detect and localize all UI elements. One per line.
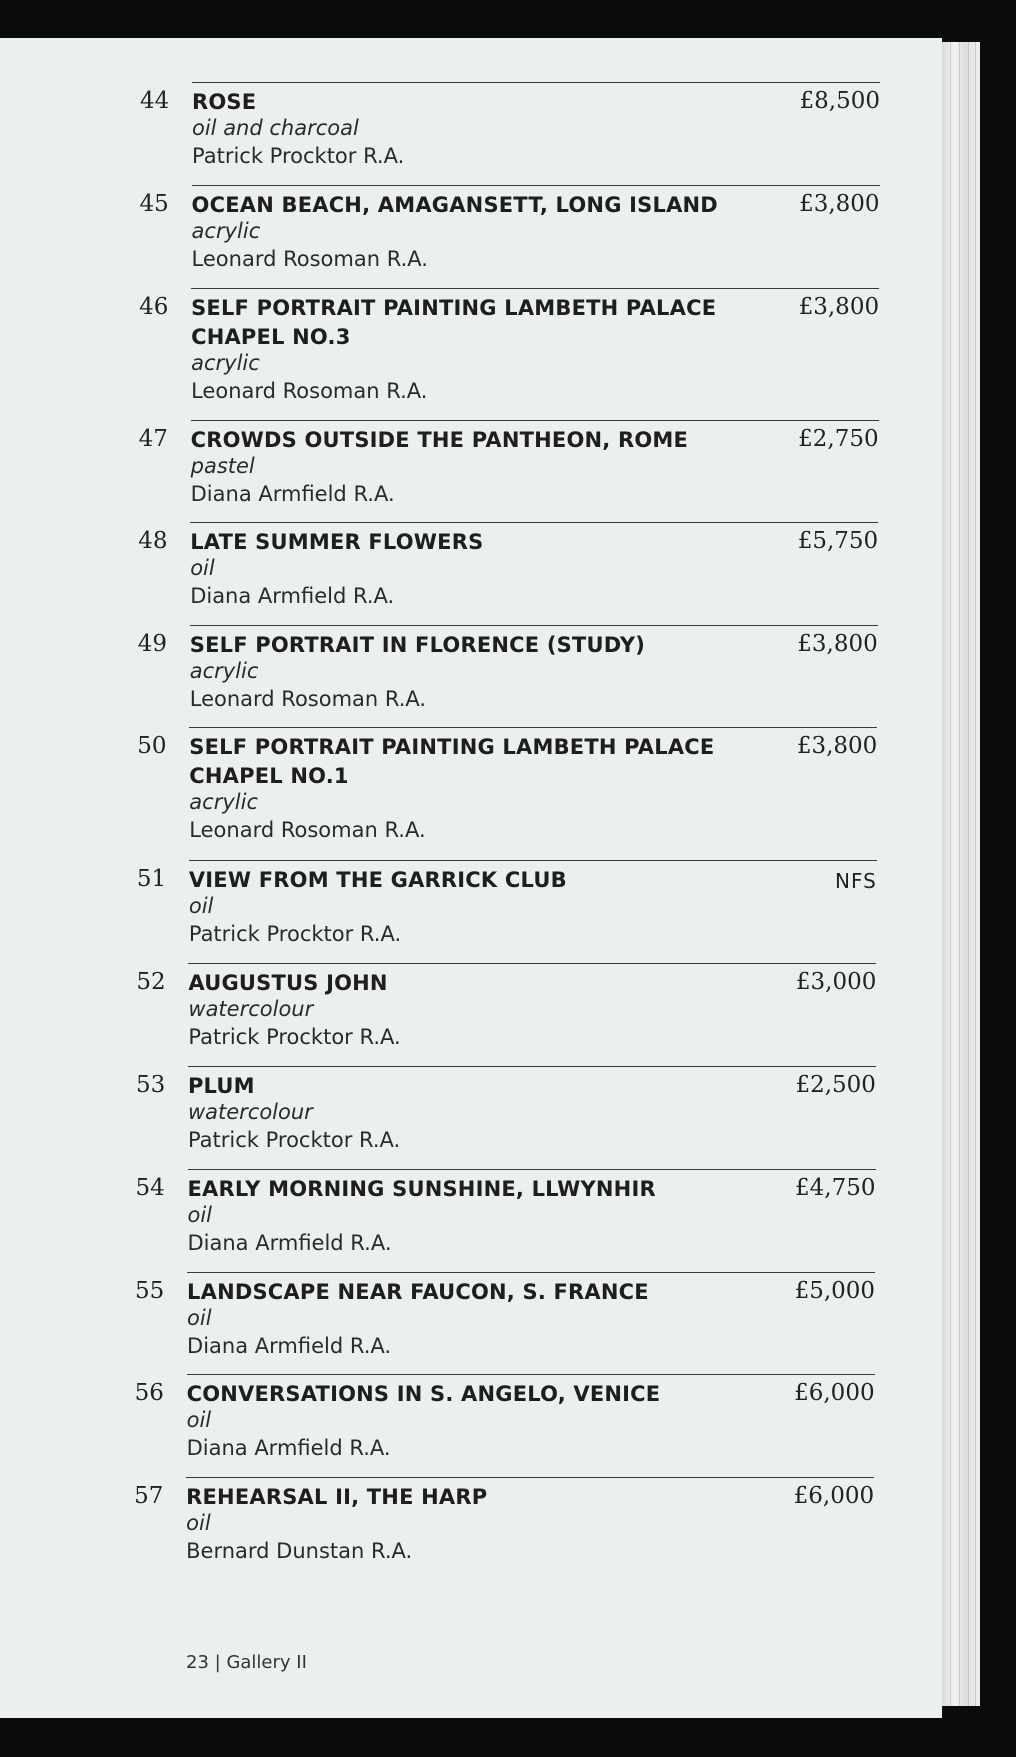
entry-medium: oil xyxy=(190,556,215,580)
entry-title: ROSE xyxy=(192,90,257,114)
entry-title: CROWDS OUTSIDE THE PANTHEON, ROME xyxy=(190,428,689,452)
entry-number: 47 xyxy=(138,426,168,452)
entry-divider xyxy=(187,1374,875,1375)
entry-title: PLUM xyxy=(187,1074,255,1098)
entry-artist: Leonard Rosoman R.A. xyxy=(189,818,426,842)
entry-medium: pastel xyxy=(190,454,255,478)
entry-artist: Leonard Rosoman R.A. xyxy=(189,687,427,711)
entry-price: £6,000 xyxy=(794,1380,875,1406)
catalogue-entry xyxy=(139,288,879,407)
entry-artist: Diana Armfield R.A. xyxy=(186,1436,391,1460)
entry-medium: acrylic xyxy=(189,659,259,683)
catalogue-entry xyxy=(140,82,880,172)
entry-medium: oil xyxy=(187,1203,213,1227)
entry-medium: watercolour xyxy=(187,1100,313,1124)
entry-number: 57 xyxy=(134,1483,164,1509)
catalogue-entry xyxy=(135,1272,875,1362)
page-edge xyxy=(942,42,980,1706)
entry-number: 45 xyxy=(139,191,169,217)
entry-divider xyxy=(191,288,879,289)
entry-number: 51 xyxy=(136,866,167,892)
catalogue-entry xyxy=(136,1169,876,1259)
entry-artist: Bernard Dunstan R.A. xyxy=(186,1539,413,1563)
entry-price: £6,000 xyxy=(793,1483,875,1509)
entry-divider xyxy=(186,1477,874,1478)
entry-artist: Diana Armfield R.A. xyxy=(187,1334,392,1358)
entry-divider xyxy=(192,185,880,186)
entry-price: NFS xyxy=(835,869,877,893)
entry-price: £2,750 xyxy=(798,426,879,452)
entry-medium: acrylic xyxy=(191,351,260,375)
entry-number: 50 xyxy=(137,733,167,759)
catalogue-entry xyxy=(136,1066,876,1156)
entry-artist: Diana Armfield R.A. xyxy=(190,584,395,608)
section-name: Gallery II xyxy=(226,1652,307,1673)
entry-divider xyxy=(187,1272,875,1273)
entry-price: £2,500 xyxy=(795,1072,876,1098)
entry-number: 53 xyxy=(135,1072,166,1098)
entry-divider xyxy=(188,1066,876,1067)
entry-title: LANDSCAPE NEAR FAUCON, S. FRANCE xyxy=(187,1280,649,1304)
entry-artist: Leonard Rosoman R.A. xyxy=(191,247,428,271)
entry-title: SELF PORTRAIT IN FLORENCE (STUDY) xyxy=(189,633,646,657)
entry-divider xyxy=(190,625,878,626)
entry-medium: oil xyxy=(188,894,214,918)
entry-number: 44 xyxy=(140,88,170,114)
entry-medium: oil and charcoal xyxy=(192,116,359,140)
entry-medium: oil xyxy=(187,1306,212,1330)
entry-divider xyxy=(192,82,880,83)
entry-number: 49 xyxy=(137,631,168,657)
entry-title: EARLY MORNING SUNSHINE, LLWYNHIR xyxy=(187,1177,656,1201)
entry-price: £4,750 xyxy=(795,1175,876,1201)
page-number: 23 xyxy=(186,1652,209,1673)
entry-number: 54 xyxy=(135,1175,165,1201)
entry-title: LATE SUMMER FLOWERS xyxy=(190,530,484,554)
entry-price: £5,000 xyxy=(794,1278,876,1304)
entry-artist: Patrick Procktor R.A. xyxy=(187,1128,401,1152)
entry-title: OCEAN BEACH, AMAGANSETT, LONG ISLAND xyxy=(191,193,718,217)
entry-price: £5,750 xyxy=(797,528,879,554)
entry-title: SELF PORTRAIT PAINTING LAMBETH PALACE CHAPEL NO.1 xyxy=(189,735,715,788)
entry-divider xyxy=(189,727,877,728)
entry-medium: acrylic xyxy=(191,219,261,243)
entry-medium: acrylic xyxy=(189,790,258,814)
entry-title: CONVERSATIONS IN S. ANGELO, VENICE xyxy=(186,1382,661,1406)
entry-artist: Patrick Procktor R.A. xyxy=(192,144,405,168)
entry-title: AUGUSTUS JOHN xyxy=(188,971,388,995)
catalogue-entry xyxy=(140,185,880,275)
catalogue-entry xyxy=(138,625,878,715)
entry-artist: Diana Armfield R.A. xyxy=(187,1231,392,1255)
catalogue-entry xyxy=(136,963,876,1053)
entry-divider xyxy=(188,1169,876,1170)
entry-number: 46 xyxy=(139,294,169,320)
entry-price: £3,800 xyxy=(798,294,880,320)
entry-artist: Patrick Procktor R.A. xyxy=(188,922,402,946)
entry-title: SELF PORTRAIT PAINTING LAMBETH PALACE CHAPEL NO.3 xyxy=(191,296,717,349)
catalogue-entry xyxy=(137,727,877,846)
entry-title: REHEARSAL II, THE HARP xyxy=(186,1485,488,1509)
entry-price: £8,500 xyxy=(799,88,880,114)
entry-title: VIEW FROM THE GARRICK CLUB xyxy=(188,868,567,892)
entry-medium: oil xyxy=(186,1511,211,1535)
catalogue-entry xyxy=(134,1477,874,1567)
entry-artist: Diana Armfield R.A. xyxy=(190,482,395,506)
entry-price: £3,800 xyxy=(796,733,878,759)
entry-number: 56 xyxy=(134,1380,164,1406)
entry-divider xyxy=(189,860,877,861)
entry-price: £3,000 xyxy=(795,969,877,995)
catalogue-entry xyxy=(139,420,879,510)
entry-number: 52 xyxy=(136,969,166,995)
entry-divider xyxy=(191,420,879,421)
catalogue-entry xyxy=(138,522,878,612)
entry-price: £3,800 xyxy=(799,191,880,217)
footer-separator: | xyxy=(214,1652,221,1673)
entry-artist: Leonard Rosoman R.A. xyxy=(191,379,428,403)
entry-number: 55 xyxy=(135,1278,165,1304)
entry-medium: oil xyxy=(186,1408,212,1432)
catalogue-entry xyxy=(135,1374,875,1464)
entry-artist: Patrick Procktor R.A. xyxy=(188,1025,401,1049)
page-footer xyxy=(186,1652,307,1673)
catalogue-entry xyxy=(137,860,877,950)
entry-number: 48 xyxy=(138,528,168,554)
entry-divider xyxy=(188,963,876,964)
entry-divider xyxy=(190,522,878,523)
entry-price: £3,800 xyxy=(797,631,878,657)
entry-medium: watercolour xyxy=(188,997,314,1021)
